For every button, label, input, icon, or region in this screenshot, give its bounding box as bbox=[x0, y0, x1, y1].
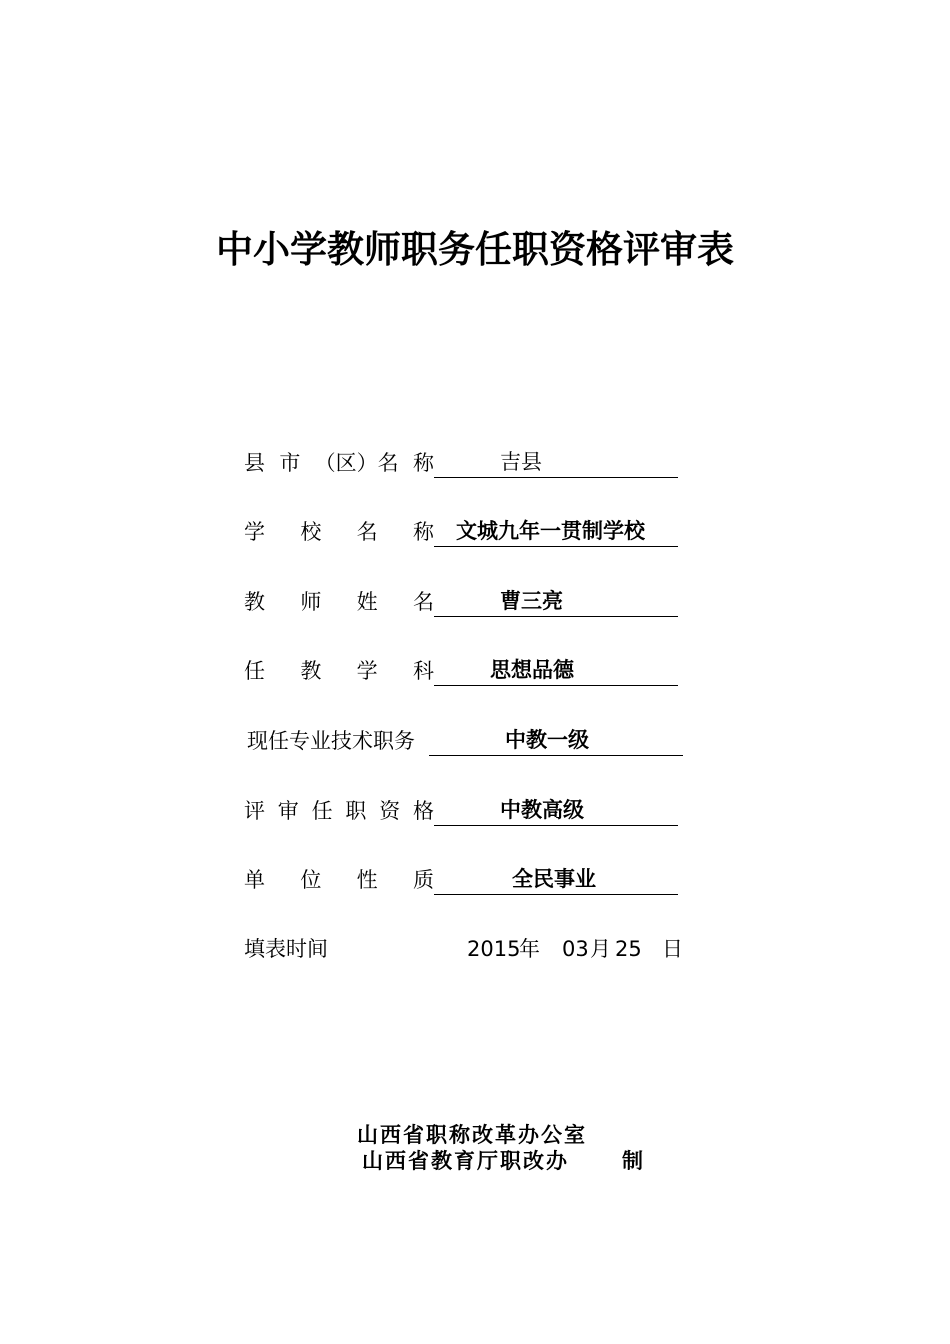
teacher-label-part: 师 bbox=[300, 590, 322, 614]
review-title-label-part: 审 bbox=[277, 799, 299, 823]
unit-nature-label-part: 位 bbox=[300, 868, 322, 892]
school-label-part: 校 bbox=[300, 520, 322, 544]
review-title-label-part: 评 bbox=[244, 799, 265, 823]
subject-label-part: 科 bbox=[412, 659, 434, 683]
unit-nature-label-part: 质 bbox=[412, 868, 434, 892]
current-title-label-text: 现任专业技术职务 bbox=[247, 729, 415, 753]
date-month-unit: 月 bbox=[590, 937, 611, 961]
school-label bbox=[244, 517, 434, 547]
current-title-label bbox=[247, 726, 429, 756]
teacher-value: 曹三亮 bbox=[500, 589, 563, 613]
county-field[interactable] bbox=[434, 447, 678, 478]
page-title: 中小学教师职务任职资格评审表 bbox=[216, 228, 734, 271]
county-row bbox=[244, 448, 678, 478]
issuer-line-2: 山西省教育厅职改办 bbox=[362, 1149, 569, 1173]
teacher-row bbox=[244, 587, 678, 617]
subject-label-part: 学 bbox=[356, 659, 378, 683]
current-title-value: 中教一级 bbox=[505, 728, 589, 752]
current-title-row bbox=[247, 726, 683, 756]
date-day-unit: 日 bbox=[662, 937, 683, 961]
school-label-part: 学 bbox=[244, 520, 265, 544]
date-day[interactable]: 25 bbox=[615, 937, 642, 961]
date-month[interactable]: 03 bbox=[562, 937, 589, 961]
teacher-field[interactable] bbox=[434, 586, 678, 617]
issuer-suffix: 制 bbox=[622, 1149, 643, 1173]
review-title-row bbox=[244, 796, 678, 826]
subject-row bbox=[244, 656, 678, 686]
current-title-field[interactable] bbox=[429, 725, 683, 756]
unit-nature-label-part: 单 bbox=[244, 868, 265, 892]
subject-field[interactable] bbox=[434, 655, 678, 686]
unit-nature-field[interactable] bbox=[434, 864, 678, 895]
unit-nature-row bbox=[244, 865, 678, 895]
review-title-label-part: 格 bbox=[412, 799, 434, 823]
date-year[interactable]: 2015 bbox=[467, 937, 521, 961]
review-title-label-part: 职 bbox=[345, 799, 367, 823]
county-value: 吉县 bbox=[500, 450, 542, 474]
county-label-part: 市 bbox=[279, 451, 301, 475]
unit-nature-value: 全民事业 bbox=[512, 867, 596, 891]
county-label-part: 县 bbox=[244, 451, 265, 475]
review-title-label bbox=[244, 796, 434, 826]
school-label-part: 称 bbox=[412, 520, 434, 544]
unit-nature-label-part: 性 bbox=[356, 868, 378, 892]
subject-label-part: 教 bbox=[300, 659, 322, 683]
review-title-label-part: 任 bbox=[311, 799, 333, 823]
subject-label-part: 任 bbox=[244, 659, 265, 683]
review-title-label-part: 资 bbox=[379, 799, 401, 823]
teacher-label bbox=[244, 587, 434, 617]
county-label bbox=[244, 448, 434, 478]
issuer-line-1: 山西省职称改革办公室 bbox=[357, 1123, 587, 1147]
date-year-unit: 年 bbox=[519, 937, 540, 961]
fill-date-row bbox=[244, 934, 684, 964]
school-value: 文城九年一贯制学校 bbox=[456, 519, 645, 543]
school-row bbox=[244, 517, 678, 547]
subject-label bbox=[244, 656, 434, 686]
review-title-field[interactable] bbox=[434, 795, 678, 826]
teacher-label-part: 教 bbox=[244, 590, 265, 614]
school-label-part: 名 bbox=[356, 520, 378, 544]
county-label-part: 称 bbox=[412, 451, 434, 475]
unit-nature-label bbox=[244, 865, 434, 895]
school-field[interactable] bbox=[434, 516, 678, 547]
teacher-label-part: 名 bbox=[412, 590, 434, 614]
teacher-label-part: 姓 bbox=[356, 590, 378, 614]
review-title-value: 中教高级 bbox=[500, 798, 584, 822]
fill-date-label: 填表时间 bbox=[244, 937, 328, 961]
county-label-part: （区）名 bbox=[314, 451, 399, 475]
subject-value: 思想品德 bbox=[490, 658, 574, 682]
